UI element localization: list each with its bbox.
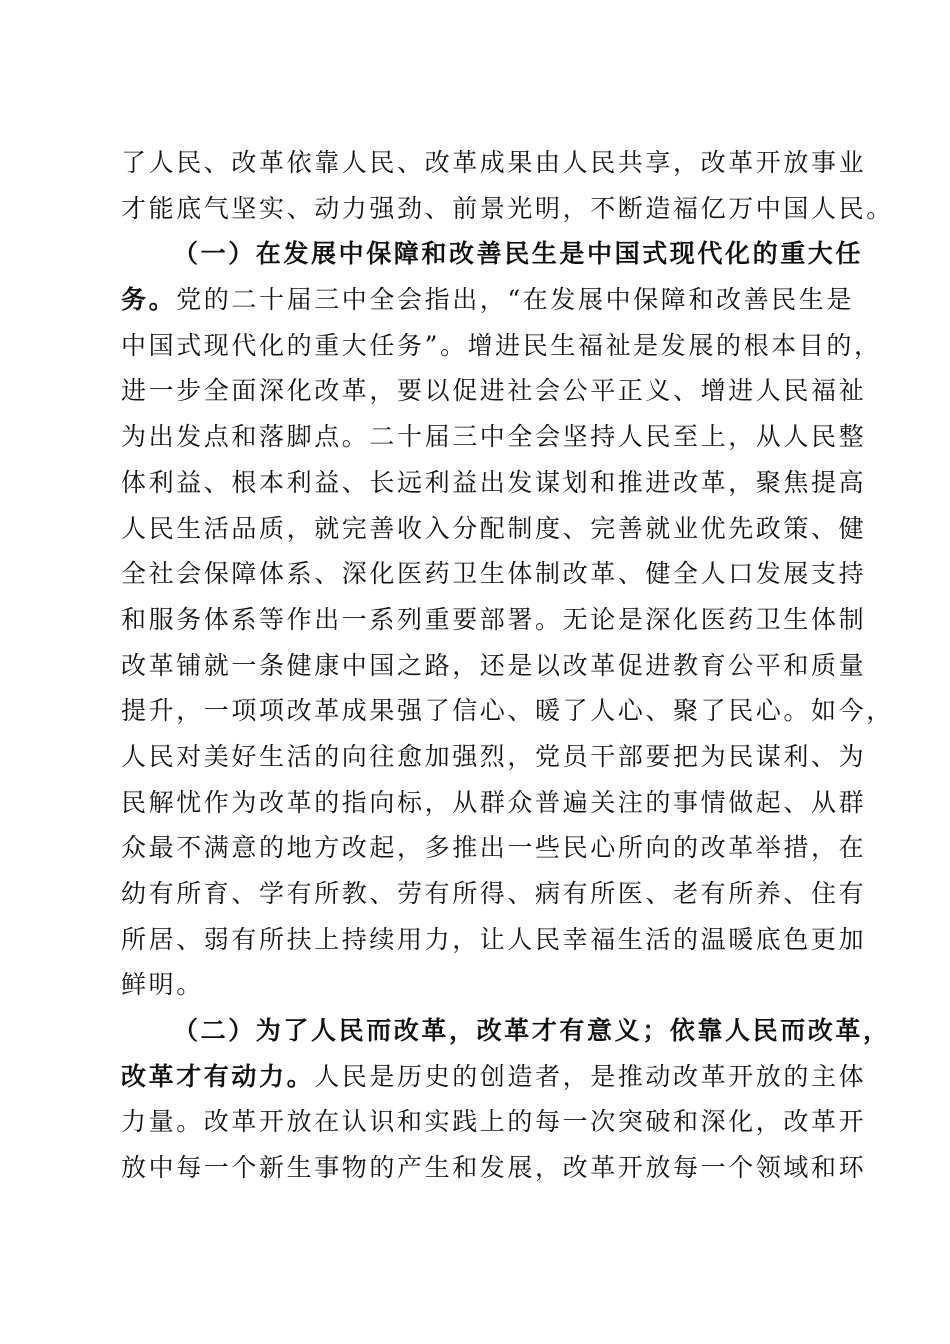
section-one-heading-tail: 务。 (121, 285, 177, 315)
section-one-line: 改革铺就一条健康中国之路，还是以改革促进教育公平和质量 (121, 650, 867, 680)
section-one-heading-line-1 (121, 231, 864, 277)
section-one-line: 人民对美好生活的向往愈加强烈，党员干部要把为民谋利、为 (121, 741, 867, 771)
section-two-line-2 (121, 1054, 867, 1100)
section-two-line-2-text: 人民是历史的创造者，是推动改革开放的主体 (314, 1061, 867, 1091)
intro-line-2: 才能底气坚实、动力强劲、前景光明，不断造福亿万中国人民。 (121, 193, 894, 223)
intro-line-1: 了人民、改革依靠人民、改革成果由人民共享，改革开放事业 (121, 148, 867, 177)
section-one-line-2-text: 党的二十届三中全会指出，“在发展中保障和改善民生是 (176, 285, 854, 315)
section-one-line-2 (121, 277, 854, 323)
section-one-line: 鲜明。 (121, 970, 204, 1000)
section-one-line: 提升，一项项改革成果强了信心、暖了人心、聚了民心。如今， (121, 696, 894, 726)
document-body (121, 140, 894, 1191)
section-one-line: 全社会保障体系、深化医药卫生体制改革、健全人口发展支持 (121, 559, 867, 589)
section-one-line: 幼有所育、学有所教、劳有所得、病有所医、老有所养、住有 (121, 879, 867, 908)
section-two-heading: （二）为了人民而改革，改革才有意义；依靠人民而改革， (173, 1016, 891, 1046)
section-one-line: 为出发点和落脚点。二十届三中全会坚持人民至上，从人民整 (121, 422, 867, 452)
section-one-line: 体利益、根本利益、长远利益出发谋划和推进改革，聚焦提高 (121, 467, 867, 497)
section-one-line: 人民生活品质，就完善收入分配制度、完善就业优先政策、健 (121, 513, 867, 543)
section-one-line: 所居、弱有所扶上持续用力，让人民幸福生活的温暖底色更加 (121, 924, 867, 954)
section-one-line: 进一步全面深化改革，要以促进社会公平正义、增进人民福祉 (121, 376, 867, 406)
section-two-heading-tail: 改革才有动力。 (121, 1061, 315, 1091)
section-one-line: 和服务体系等作出一系列重要部署。无论是深化医药卫生体制 (121, 604, 867, 634)
section-two-heading-line-1 (121, 1008, 891, 1054)
section-one-line: 中国式现代化的重大任务”。增进民生福祉是发展的根本目的， (121, 330, 882, 360)
section-two-line: 放中每一个新生事物的产生和发展，改革开放每一个领域和环 (121, 1153, 867, 1183)
section-one-heading: （一）在发展中保障和改善民生是中国式现代化的重大任 (173, 239, 864, 269)
section-two-line: 力量。改革开放在认识和实践上的每一次突破和深化，改革开 (121, 1107, 867, 1137)
section-one-line: 众最不满意的地方改起，多推出一些民心所向的改革举措，在 (121, 833, 867, 863)
section-one-line: 民解忧作为改革的指向标，从群众普遍关注的事情做起、从群 (121, 787, 867, 817)
